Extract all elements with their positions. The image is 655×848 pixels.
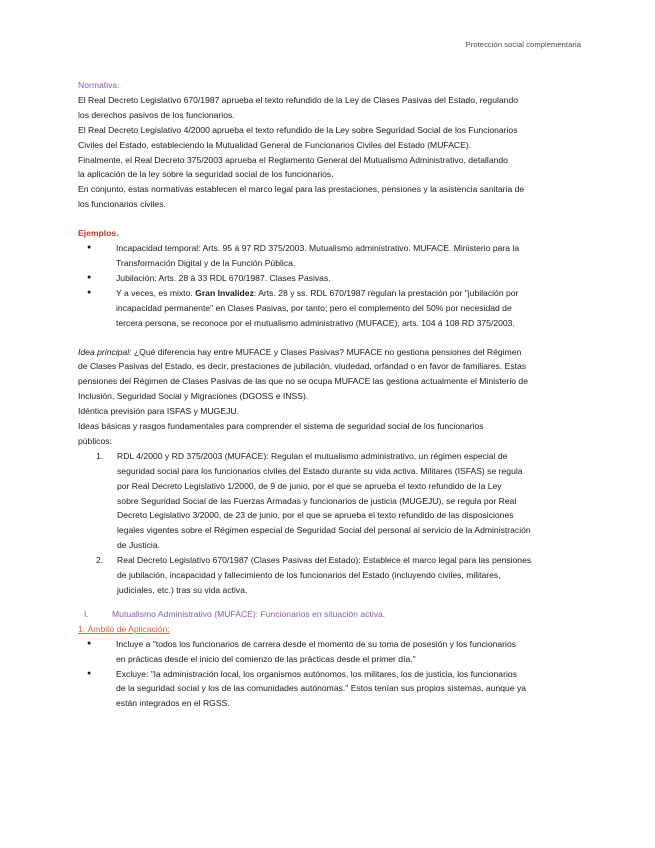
text-line: incapacidad permanente" en Clases Pasivas, por tanto; pero el complemento del 50% por necesidad de xyxy=(116,302,512,313)
bullet-icon: ● xyxy=(87,669,92,677)
normativa-paragraph xyxy=(78,93,580,212)
text-line: de Clases Pasivas del Estado, es decir, prestaciones de jubilación, viudedad, orfandad o en favor de familiares. Estas xyxy=(78,361,527,372)
text-line: Incluye a "todos los funcionarios de carrera desde el momento de su toma de posesión y los funcionarios xyxy=(116,638,517,649)
text-line: El Real Decreto Legislativo 670/1987 aprueba el texto refundido de la Ley de Clases Pasivas del Estado, regulando xyxy=(78,94,518,105)
list-number: 2. xyxy=(96,555,104,566)
idea-principal-paragraph xyxy=(78,345,580,449)
text-line: legales vigentes sobre el Régimen especial de Seguridad Social del personal al servicio de la Administración xyxy=(117,525,531,536)
text-line: Finalmente, el Real Decreto 375/2003 aprueba el Reglamento General del Mutualismo Administrativo, detallando xyxy=(78,154,508,165)
text-line: judiciales, etc.) tras su vida activa. xyxy=(117,585,248,595)
text-line: la aplicación de la ley sobre la seguridad social de los funcionarios. xyxy=(78,169,334,180)
text-line: pensiones del Régimen de Clases Pasivas de las que no se ocupa MUFACE las gestiona actualmente el Ministerio de xyxy=(78,376,528,387)
text-line xyxy=(98,286,580,301)
text-line: Incapacidad temporal: Arts. 95 á 97 RD 375/2003. Mutualismo administrativo. MUFACE. Ministerio para la xyxy=(116,243,520,254)
text-line: los funcionarios civiles. xyxy=(78,199,166,210)
bullet-icon: ● xyxy=(87,639,92,647)
gran-invalidez-label: Gran Invalidez xyxy=(195,287,254,298)
text-line: Transformación Digital y de la Función Pública. xyxy=(116,257,296,268)
ejemplo-item-incapacidad xyxy=(78,241,580,271)
text-line: por Real Decreto Legislativo 1/2000, de 9 de junio, por el que se aprueba el texto refundido de la Ley xyxy=(117,480,502,491)
text-line: seguridad social para los funcionarios civiles del Estado durante su vida activa. Militares (ISFAS) se regula xyxy=(117,465,523,476)
text-line: Excluye: "la administración local, los organismos autónomos, los militares, los de justicia, los funcionarios xyxy=(116,668,517,679)
normativa-title: Normativa: xyxy=(78,80,120,90)
bullet-icon: ● xyxy=(87,273,92,281)
numbered-item-2 xyxy=(78,553,580,598)
ambito-item-incluye xyxy=(78,637,580,667)
section-title: Mutualismo Administrativo (MUFACE): Funcionarios en situación activa. xyxy=(112,608,386,619)
page-header: Protección social complementaria xyxy=(465,40,581,49)
ejemplo-item-jubilacion xyxy=(78,271,580,286)
bullet-icon: ● xyxy=(87,244,92,252)
bullet-icon: ● xyxy=(87,288,92,296)
numbered-item-1 xyxy=(78,449,580,553)
section-number: I. xyxy=(84,608,89,619)
document-body xyxy=(78,78,580,711)
idea-principal-text: ¿Qué diferencia hay entre MUFACE y Clases Pasivas? MUFACE no gestiona pensiones del Régimen xyxy=(131,346,522,357)
text-line: los derechos pasivos de los funcionarios. xyxy=(78,109,235,120)
text-line: Ideas básicas y rasgos fundamentales para comprender el sistema de seguridad social de los funcionarios xyxy=(78,421,484,432)
text-line: Inclusión, Seguridad Social y Migraciones (DGOSS e INSS). xyxy=(78,391,309,402)
text-line: de la seguridad social y los de las comunidades autónomas." Estos tenían sus propios sistemas, aunque ya xyxy=(116,683,527,694)
ambito-item-excluye xyxy=(78,667,580,712)
mixto-intro: Y a veces, es mixto. xyxy=(116,287,196,298)
text-line: de Justicia. xyxy=(117,540,160,551)
text-line: RDL 4/2000 y RD 375/2003 (MUFACE): Regulan el mutualismo administrativo, un régimen especial de xyxy=(117,450,508,461)
list-number: 1. xyxy=(96,450,104,461)
text-line: en prácticas desde el inicio del comienzo de las prácticas desde el primer día." xyxy=(116,653,416,664)
text-line: sobre Seguridad Social de las Fuerzas Armadas y funcionarios de justicia (MUGEJU), se regula por Real xyxy=(117,495,517,506)
text-line: Idéntica previsión para ISFAS y MUGEJU. xyxy=(78,406,239,417)
ambito-title: 1. Ámbito de Aplicación: xyxy=(78,623,170,634)
section-heading-i xyxy=(78,607,580,622)
ejemplo-item-mixto xyxy=(78,286,580,331)
text-line: están integrados en el RGSS. xyxy=(116,698,230,709)
idea-principal-label: Idea principal: xyxy=(78,346,132,357)
mixto-rest: : Arts. 28 y ss. RDL 670/1987 regulan la prestación por "jubilación por xyxy=(253,287,519,298)
text-line: públicos: xyxy=(78,435,112,446)
text-line: Jubilación: Arts. 28 á 33 RDL 670/1987. Clases Pasivas. xyxy=(116,272,331,283)
text-line: de jubilación, incapacidad y fallecimiento de los funcionarios del Estado (incluyendo civiles, militares, xyxy=(117,570,501,581)
text-line: Civiles del Estado, estableciendo la Mutualidad General de Funcionarios Civiles del Estado (MUFACE). xyxy=(78,139,472,150)
ejemplos-title: Ejemplos. xyxy=(78,228,119,239)
text-line: En conjunto, estas normativas establecen el marco legal para las prestaciones, pensiones y la asistencia sanitaria de xyxy=(78,184,525,195)
text-line: Decreto Legislativo 3/2000, de 23 de junio, por el que se aprueba el texto refundido de las disposiciones xyxy=(117,510,514,521)
text-line: El Real Decreto Legislativo 4/2000 aprueba el texto refundido de la Ley sobre Seguridad Social de los Funcionarios xyxy=(78,124,518,135)
text-line: tercera persona, se reconoce por el mutualismo administrativo (MUFACE), arts. 104 á 108 RD 375/2003. xyxy=(116,317,515,328)
text-line xyxy=(78,345,580,360)
text-line: Real Decreto Legislativo 670/1987 (Clases Pasivas del Estado): Establece el marco legal para las pensiones xyxy=(117,555,532,566)
